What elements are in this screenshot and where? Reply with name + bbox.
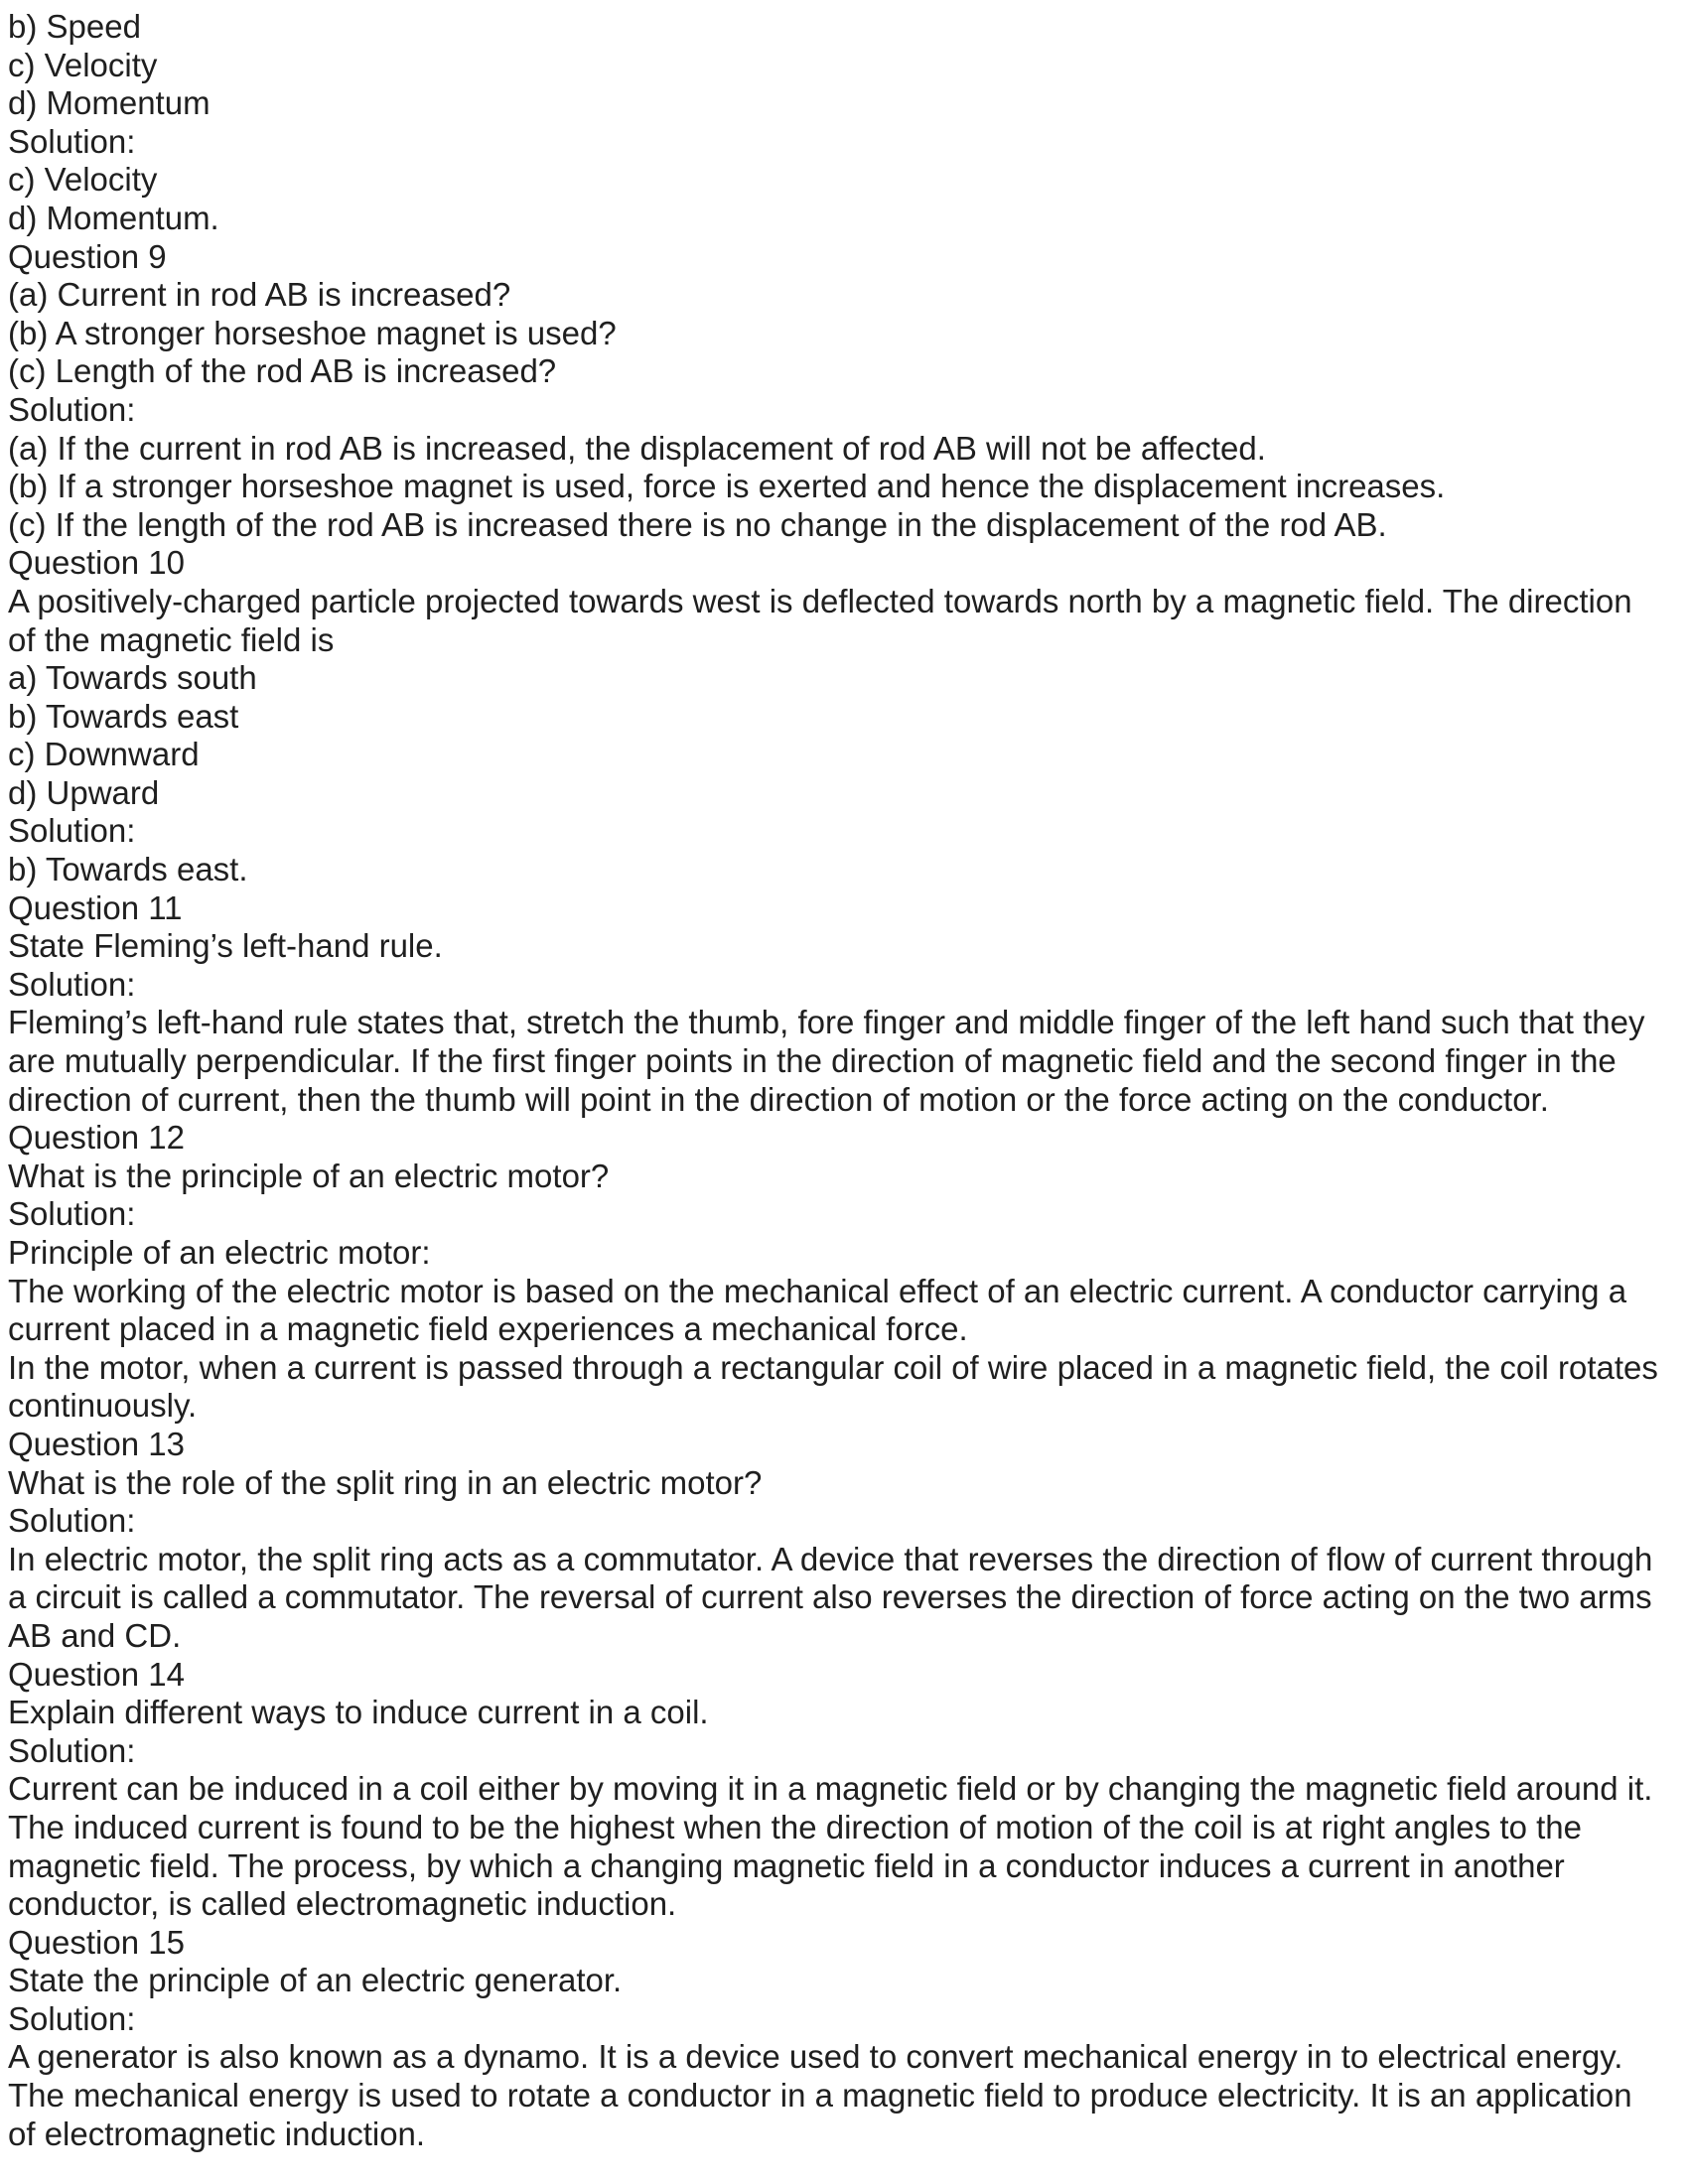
text-line: Question 14 [8,1655,185,1693]
text-line: d) Upward [8,773,160,811]
text-line: The induced current is found to be the highest when the direction of motion of the coil is at right angles to the [8,1808,1582,1845]
text-line: of the magnetic field is [8,620,335,658]
text-line: Question 12 [8,1119,185,1157]
text-line: Solution: [8,1999,136,2037]
text-line: direction of current, then the thumb will point in the direction of motion or the force acting on the conductor. [8,1080,1549,1118]
text-line: Question 11 [8,888,183,926]
text-line: (c) If the length of the rod AB is increased there is no change in the displacement of the rod AB. [8,505,1387,543]
text-line: Question 9 [8,237,167,275]
text-line: (c) Length of the rod AB is increased? [8,352,557,390]
text-line: (a) If the current in rod AB is increased, the displacement of rod AB will not be affected. [8,429,1266,467]
text-line: b) Speed [8,8,141,45]
text-line: Question 13 [8,1425,185,1462]
text-line: A generator is also known as a dynamo. It is a device used to convert mechanical energy in to electrical energy. [8,2038,1623,2076]
text-line: of electromagnetic induction. [8,2115,426,2152]
text-line: In the motor, when a current is passed through a rectangular coil of wire placed in a magnetic field, the coil rotates [8,1348,1658,1386]
text-line: Solution: [8,1731,136,1769]
text-line: In electric motor, the split ring acts as a commutator. A device that reverses the direction of flow of current through [8,1540,1653,1577]
text-line: are mutually perpendicular. If the first finger points in the direction of magnetic field and the second finger in the [8,1042,1617,1080]
text-line: What is the role of the split ring in an electric motor? [8,1463,763,1501]
text-line: The mechanical energy is used to rotate a conductor in a magnetic field to produce electricity. It is an application [8,2077,1632,2115]
text-line: d) Momentum [8,84,211,122]
text-line: What is the principle of an electric motor? [8,1157,610,1194]
text-line: State the principle of an electric generator. [8,1962,623,1999]
text-line: Question 10 [8,544,185,582]
text-line: c) Velocity [8,46,158,83]
text-line: magnetic field. The process, by which a changing magnetic field in a conductor induces a current in another [8,1846,1565,1884]
text-line: Explain different ways to induce current in a coil. [8,1694,709,1731]
text-line: (a) Current in rod AB is increased? [8,276,511,314]
text-line: Current can be induced in a coil either by moving it in a magnetic field or by changing the magnetic field around it. [8,1770,1653,1808]
text-line: d) Momentum. [8,199,219,236]
text-line: a circuit is called a commutator. The reversal of current also reverses the direction of force acting on the two arms [8,1578,1652,1616]
text-line: c) Downward [8,736,200,773]
text-line: Solution: [8,1195,136,1233]
text-line: conductor, is called electromagnetic induction. [8,1885,677,1923]
text-line: State Fleming’s left-hand rule. [8,927,443,965]
text-line: Solution: [8,1502,136,1540]
text-line: Solution: [8,122,136,160]
text-line: current placed in a magnetic field experiences a mechanical force. [8,1310,968,1348]
text-line: b) Towards east [8,697,239,735]
text-line: The working of the electric motor is based on the mechanical effect of an electric current. A conductor carrying a [8,1272,1627,1309]
text-line: Question 15 [8,1923,185,1961]
text-line: continuously. [8,1387,198,1425]
text-line: Solution: [8,390,136,428]
text-line: c) Velocity [8,161,158,199]
text-line: Principle of an electric motor: [8,1234,431,1271]
text-line: b) Towards east. [8,851,248,888]
text-line: A positively-charged particle projected towards west is deflected towards north by a magnetic field. The direction [8,582,1632,619]
text-line: AB and CD. [8,1616,182,1654]
text-line: a) Towards south [8,659,257,697]
text-line: Solution: [8,812,136,850]
text-line: (b) A stronger horseshoe magnet is used? [8,314,617,351]
text-line: Solution: [8,965,136,1003]
text-line: (b) If a stronger horseshoe magnet is used, force is exerted and hence the displacement increases. [8,468,1446,505]
document-text [8,8,1680,2153]
text-line: Fleming’s left-hand rule states that, stretch the thumb, fore finger and middle finger of the left hand such that they [8,1004,1645,1041]
